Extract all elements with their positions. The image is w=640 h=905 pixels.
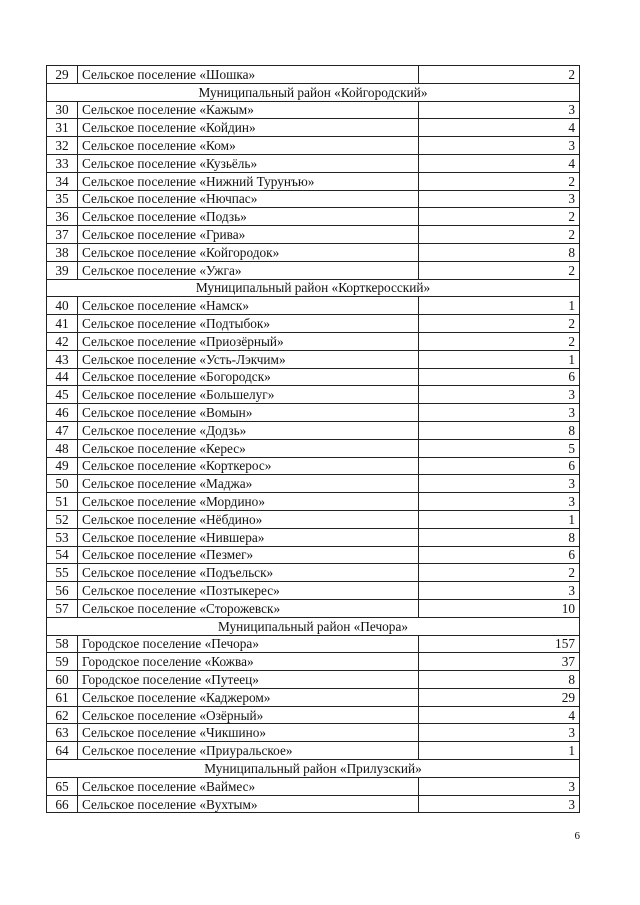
section-header-row: [47, 83, 580, 101]
table-row: [47, 261, 580, 279]
table-row: [47, 350, 580, 368]
settlement-name: Сельское поселение «Корткерос»: [78, 457, 419, 475]
row-value: 3: [419, 475, 580, 493]
section-header-row: [47, 760, 580, 778]
row-value: 3: [419, 795, 580, 813]
row-number: 31: [47, 119, 78, 137]
row-value: 8: [419, 421, 580, 439]
table-row: [47, 457, 580, 475]
row-value: 2: [419, 226, 580, 244]
settlement-name: Городское поселение «Путеец»: [78, 671, 419, 689]
row-value: 3: [419, 724, 580, 742]
table-row: [47, 599, 580, 617]
table-row: [47, 386, 580, 404]
settlement-name: Сельское поселение «Шошка»: [78, 66, 419, 84]
section-title: Муниципальный район «Койгородский»: [47, 83, 580, 101]
row-number: 48: [47, 439, 78, 457]
row-value: 3: [419, 386, 580, 404]
table-row: [47, 226, 580, 244]
settlement-name: Сельское поселение «Маджа»: [78, 475, 419, 493]
row-number: 52: [47, 510, 78, 528]
table-row: [47, 653, 580, 671]
row-number: 66: [47, 795, 78, 813]
row-number: 63: [47, 724, 78, 742]
row-value: 4: [419, 119, 580, 137]
settlement-name: Сельское поселение «Кузьёль»: [78, 154, 419, 172]
row-value: 1: [419, 742, 580, 760]
row-number: 38: [47, 243, 78, 261]
row-number: 44: [47, 368, 78, 386]
section-header-row: [47, 279, 580, 297]
row-value: 29: [419, 688, 580, 706]
row-value: 2: [419, 261, 580, 279]
settlement-name: Сельское поселение «Керес»: [78, 439, 419, 457]
settlement-name: Сельское поселение «Мордино»: [78, 493, 419, 511]
row-value: 3: [419, 101, 580, 119]
row-number: 37: [47, 226, 78, 244]
row-number: 65: [47, 777, 78, 795]
row-value: 3: [419, 404, 580, 422]
table-row: [47, 315, 580, 333]
settlement-name: Сельское поселение «Каджером»: [78, 688, 419, 706]
settlement-name: Сельское поселение «Ужга»: [78, 261, 419, 279]
table-row: [47, 297, 580, 315]
settlement-name: Сельское поселение «Намск»: [78, 297, 419, 315]
settlement-name: Сельское поселение «Нючпас»: [78, 190, 419, 208]
table-row: [47, 777, 580, 795]
settlement-name: Сельское поселение «Нёбдино»: [78, 510, 419, 528]
table-row: [47, 742, 580, 760]
row-number: 60: [47, 671, 78, 689]
row-number: 39: [47, 261, 78, 279]
row-number: 33: [47, 154, 78, 172]
row-value: 3: [419, 137, 580, 155]
row-number: 41: [47, 315, 78, 333]
settlement-name: Сельское поселение «Приозёрный»: [78, 332, 419, 350]
table-row: [47, 439, 580, 457]
row-number: 42: [47, 332, 78, 350]
row-number: 61: [47, 688, 78, 706]
row-value: 4: [419, 706, 580, 724]
row-value: 6: [419, 457, 580, 475]
settlement-name: Сельское поселение «Сторожевск»: [78, 599, 419, 617]
row-value: 2: [419, 315, 580, 333]
row-number: 46: [47, 404, 78, 422]
row-value: 5: [419, 439, 580, 457]
section-title: Муниципальный район «Печора»: [47, 617, 580, 635]
row-number: 62: [47, 706, 78, 724]
table-row: [47, 510, 580, 528]
row-number: 49: [47, 457, 78, 475]
settlement-name: Сельское поселение «Чикшино»: [78, 724, 419, 742]
table-row: [47, 208, 580, 226]
row-number: 32: [47, 137, 78, 155]
table-row: [47, 66, 580, 84]
settlement-name: Сельское поселение «Большелуг»: [78, 386, 419, 404]
row-value: 6: [419, 368, 580, 386]
settlement-name: Сельское поселение «Вухтым»: [78, 795, 419, 813]
settlement-name: Сельское поселение «Богородск»: [78, 368, 419, 386]
row-number: 34: [47, 172, 78, 190]
row-value: 37: [419, 653, 580, 671]
row-number: 56: [47, 582, 78, 600]
row-number: 50: [47, 475, 78, 493]
table-row: [47, 582, 580, 600]
row-number: 47: [47, 421, 78, 439]
section-header-row: [47, 617, 580, 635]
row-value: 2: [419, 564, 580, 582]
table-row: [47, 635, 580, 653]
row-value: 2: [419, 66, 580, 84]
settlement-name: Сельское поселение «Грива»: [78, 226, 419, 244]
section-title: Муниципальный район «Прилузский»: [47, 760, 580, 778]
row-value: 157: [419, 635, 580, 653]
settlement-name: Сельское поселение «Пезмег»: [78, 546, 419, 564]
row-value: 10: [419, 599, 580, 617]
table-row: [47, 475, 580, 493]
row-number: 36: [47, 208, 78, 226]
row-value: 4: [419, 154, 580, 172]
settlement-name: Сельское поселение «Приуральское»: [78, 742, 419, 760]
row-value: 8: [419, 671, 580, 689]
settlement-name: Сельское поселение «Подзь»: [78, 208, 419, 226]
settlement-name: Сельское поселение «Додзь»: [78, 421, 419, 439]
table-row: [47, 795, 580, 813]
settlement-name: Сельское поселение «Позтыкерес»: [78, 582, 419, 600]
table-body: [47, 66, 580, 813]
table-row: [47, 119, 580, 137]
settlement-name: Сельское поселение «Вомын»: [78, 404, 419, 422]
table-row: [47, 671, 580, 689]
row-value: 2: [419, 332, 580, 350]
settlement-name: Сельское поселение «Кажым»: [78, 101, 419, 119]
row-value: 1: [419, 297, 580, 315]
row-number: 53: [47, 528, 78, 546]
settlement-name: Сельское поселение «Подтыбок»: [78, 315, 419, 333]
row-number: 55: [47, 564, 78, 582]
settlement-name: Сельское поселение «Озёрный»: [78, 706, 419, 724]
row-number: 57: [47, 599, 78, 617]
row-number: 45: [47, 386, 78, 404]
row-number: 59: [47, 653, 78, 671]
row-value: 2: [419, 208, 580, 226]
page-number: 6: [574, 830, 580, 842]
table-row: [47, 706, 580, 724]
settlement-name: Сельское поселение «Койгородок»: [78, 243, 419, 261]
settlement-name: Городское поселение «Кожва»: [78, 653, 419, 671]
row-value: 1: [419, 350, 580, 368]
settlement-name: Сельское поселение «Нижний Турунъю»: [78, 172, 419, 190]
row-value: 3: [419, 493, 580, 511]
row-value: 2: [419, 172, 580, 190]
row-value: 3: [419, 582, 580, 600]
row-number: 29: [47, 66, 78, 84]
row-number: 30: [47, 101, 78, 119]
settlements-table: [46, 65, 580, 813]
table-row: [47, 421, 580, 439]
table-row: [47, 724, 580, 742]
table-row: [47, 101, 580, 119]
table-row: [47, 243, 580, 261]
row-number: 54: [47, 546, 78, 564]
table-row: [47, 546, 580, 564]
settlement-name: Сельское поселение «Ваймес»: [78, 777, 419, 795]
settlement-name: Сельское поселение «Ком»: [78, 137, 419, 155]
table-row: [47, 190, 580, 208]
row-value: 8: [419, 243, 580, 261]
row-value: 3: [419, 777, 580, 795]
table-row: [47, 368, 580, 386]
table-row: [47, 688, 580, 706]
settlement-name: Сельское поселение «Подъельск»: [78, 564, 419, 582]
row-value: 8: [419, 528, 580, 546]
row-number: 43: [47, 350, 78, 368]
row-value: 3: [419, 190, 580, 208]
table-row: [47, 172, 580, 190]
row-value: 6: [419, 546, 580, 564]
settlement-name: Сельское поселение «Усть-Лэкчим»: [78, 350, 419, 368]
settlement-name: Сельское поселение «Нившера»: [78, 528, 419, 546]
table-row: [47, 154, 580, 172]
table-row: [47, 564, 580, 582]
settlement-name: Сельское поселение «Койдин»: [78, 119, 419, 137]
table-row: [47, 528, 580, 546]
table-row: [47, 137, 580, 155]
row-number: 35: [47, 190, 78, 208]
table-row: [47, 404, 580, 422]
row-value: 1: [419, 510, 580, 528]
table-row: [47, 332, 580, 350]
row-number: 64: [47, 742, 78, 760]
settlement-name: Городское поселение «Печора»: [78, 635, 419, 653]
row-number: 40: [47, 297, 78, 315]
row-number: 51: [47, 493, 78, 511]
section-title: Муниципальный район «Корткеросский»: [47, 279, 580, 297]
row-number: 58: [47, 635, 78, 653]
table-row: [47, 493, 580, 511]
